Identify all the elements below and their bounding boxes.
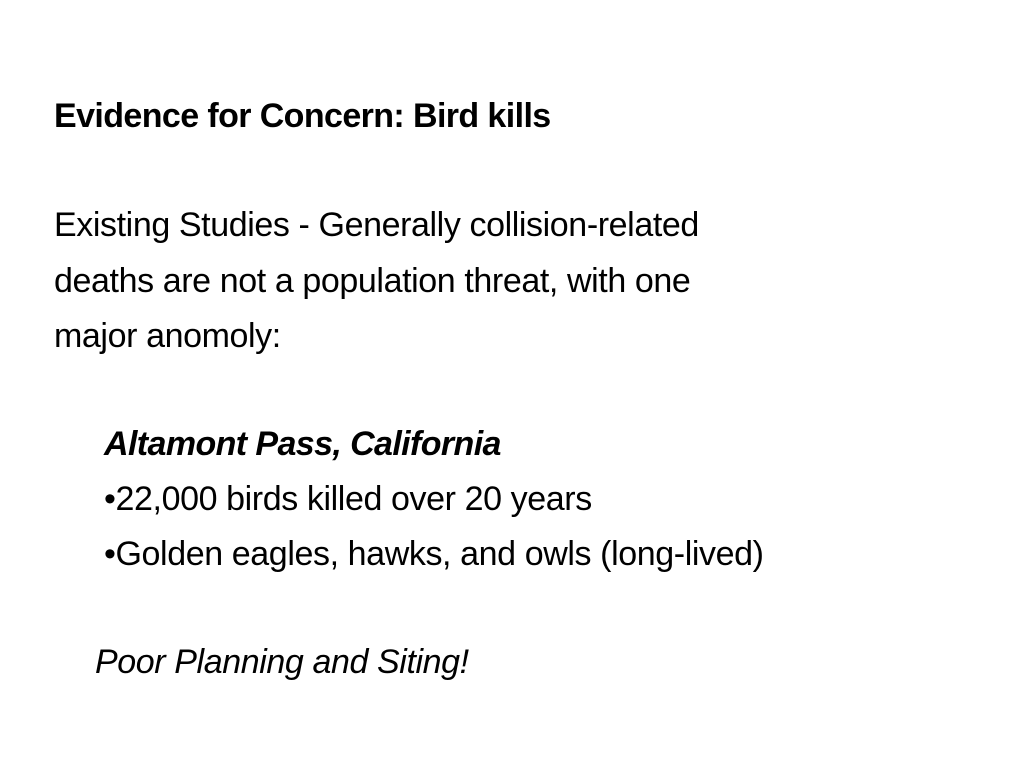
conclusion-text: Poor Planning and Siting!: [95, 643, 469, 681]
slide-title: Evidence for Concern: Bird kills: [54, 97, 551, 135]
bullet-item-2: •Golden eagles, hawks, and owls (long-lived): [104, 535, 764, 573]
intro-line-1: Existing Studies - Generally collision-related: [54, 206, 699, 244]
intro-line-2: deaths are not a population threat, with one: [54, 262, 691, 300]
bullet-item-1: •22,000 birds killed over 20 years: [104, 480, 592, 518]
intro-line-3: major anomoly:: [54, 317, 281, 355]
case-heading: Altamont Pass, California: [104, 425, 501, 463]
